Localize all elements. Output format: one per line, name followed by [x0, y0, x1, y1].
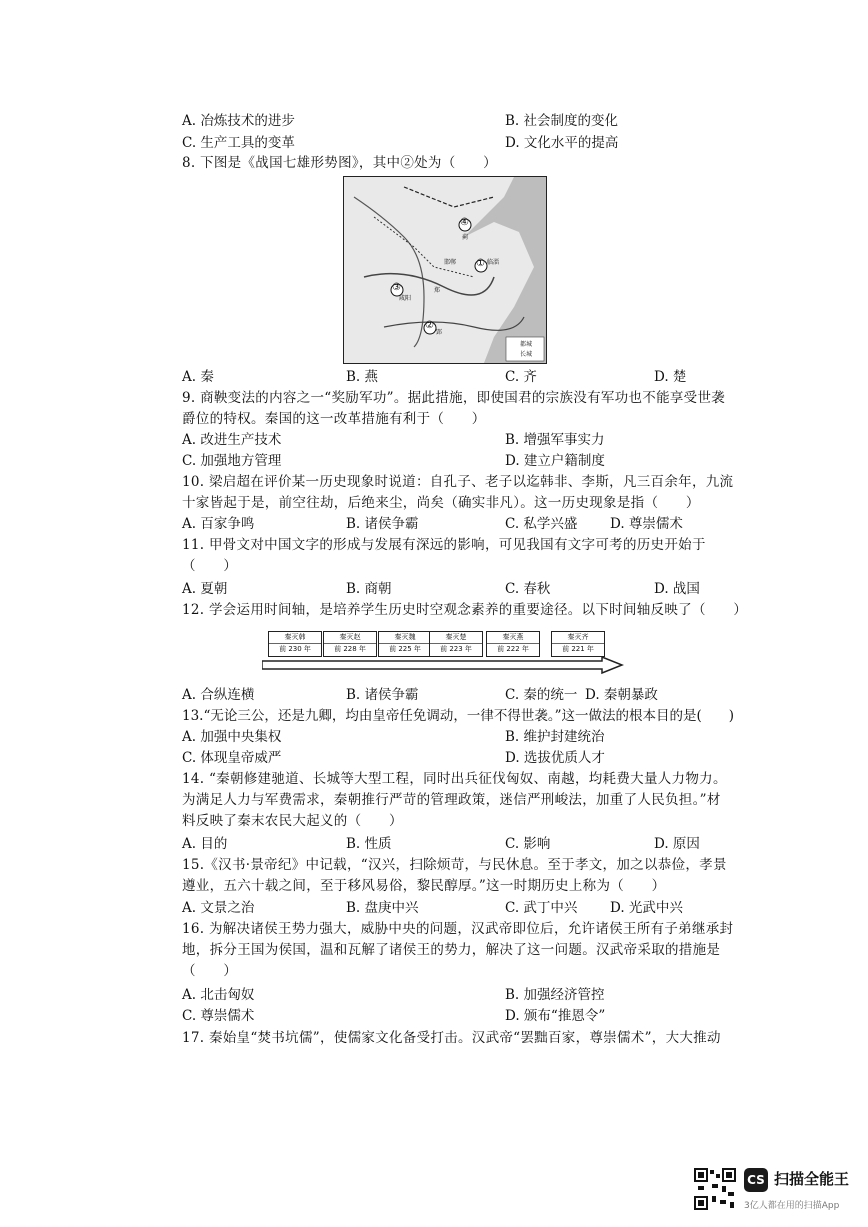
q8-option-b: B. 燕 — [346, 369, 379, 385]
q9-option-b: B. 增强军事实力 — [505, 432, 605, 448]
q10-line-2: 十家皆起于是，前空往劫，后绝来尘，尚矣（确实非凡）。这一历史现象是指（ ） — [182, 495, 700, 511]
q15-option-a: A. 文景之治 — [182, 900, 255, 916]
map-label-zheng: 郑 — [434, 287, 441, 294]
timeline-event-label: 秦灭燕 — [487, 632, 539, 644]
q14-line-2: 为满足人力与军费需求，秦朝推行严苛的管理政策，迷信严刑峻法，加重了人民负担。”材 — [182, 792, 721, 808]
q13-option-b: B. 维护封建统治 — [505, 729, 605, 745]
q13-stem: 13.“无论三公，还是九卿，均由皇帝任免调动，一律不得世袭。”这一做法的根本目的是( ) — [182, 708, 735, 724]
q14-option-c: C. 影响 — [505, 836, 551, 852]
q12-stem: 12. 学会运用时间轴，是培养学生历史时空观念素养的重要途径。以下时间轴反映了（ ） — [182, 602, 748, 618]
q8-stem: 8. 下图是《战国七雄形势图》，其中②处为（ ） — [182, 155, 497, 171]
q11-line-1: 11. 甲骨文对中国文字的形成与发展有深远的影响，可见我国有文字可考的历史开始于 — [182, 537, 706, 553]
q13-option-c: C. 体现皇帝威严 — [182, 750, 282, 766]
q12-option-c: C. 秦的统一 — [505, 687, 578, 703]
timeline — [262, 628, 624, 676]
timeline-event-6 — [551, 631, 605, 657]
timeline-event-label: 秦灭韩 — [269, 632, 321, 644]
map-label-handan: 邯郸 — [444, 259, 457, 266]
q7-option-a: A. 冶炼技术的进步 — [182, 113, 295, 129]
q9-option-c: C. 加强地方管理 — [182, 453, 282, 469]
q10-line-1: 10. 梁启超在评价某一历史现象时说道：自孔子、老子以迄韩非、李斯，凡三百余年，九流 — [182, 474, 734, 490]
map-label-ying: 郢 — [436, 329, 443, 336]
q15-option-b: B. 盘庚中兴 — [346, 900, 419, 916]
camscanner-tagline: 3亿人都在用的扫描App — [744, 1201, 840, 1211]
map-legend-capital: 都城 — [520, 341, 533, 348]
q14-line-3: 料反映了秦末农民大起义的（ ） — [182, 813, 403, 829]
q16-option-b: B. 加强经济管控 — [505, 987, 605, 1003]
camscanner-name: 扫描全能王 — [774, 1170, 850, 1188]
q16-option-d: D. 颁布“推恩令” — [505, 1008, 606, 1024]
q7-option-d: D. 文化水平的提高 — [505, 135, 619, 151]
map-label-ji: 蓟 — [462, 234, 469, 241]
q11-option-a: A. 夏朝 — [182, 581, 228, 597]
q12-option-b: B. 诸侯争霸 — [346, 687, 419, 703]
q14-line-1: 14. “秦朝修建驰道、长城等大型工程，同时出兵征伐匈奴、南越，均耗费大量人力物力。 — [182, 771, 727, 787]
q15-option-d: D. 光武中兴 — [610, 900, 683, 916]
q8-option-a: A. 秦 — [182, 369, 214, 385]
timeline-event-label: 秦灭楚 — [430, 632, 482, 644]
timeline-event-year: 前 222 年 — [497, 645, 529, 653]
q15-option-c: C. 武丁中兴 — [505, 900, 578, 916]
q13-option-d: D. 选拔优质人才 — [505, 750, 605, 766]
map-label-xianyang: 咸阳 — [399, 295, 412, 302]
q16-line-3: （ ） — [182, 963, 238, 979]
timeline-event-year: 前 225 年 — [389, 645, 421, 653]
q7-option-c: C. 生产工具的变革 — [182, 135, 295, 151]
warring-states-map — [343, 176, 547, 364]
q15-line-1: 15.《汉书·景帝纪》中记载，“汉兴，扫除烦苛，与民休息。至于孝文，加之以恭俭，孝景 — [182, 857, 727, 873]
q10-option-c: C. 私学兴盛 — [505, 516, 578, 532]
q16-option-a: A. 北击匈奴 — [182, 987, 255, 1003]
map-legend-wall: 长城 — [520, 351, 533, 358]
q11-option-b: B. 商朝 — [346, 581, 392, 597]
q16-line-1: 16. 为解决诸侯王势力强大，威胁中央的问题，汉武帝即位后，允许诸侯王所有子弟继承封 — [182, 921, 734, 937]
camscanner-logo: CS — [744, 1168, 768, 1192]
timeline-event-1 — [268, 631, 322, 657]
timeline-event-year: 前 230 年 — [279, 645, 311, 653]
q11-option-c: C. 春秋 — [505, 581, 551, 597]
timeline-event-year: 前 223 年 — [440, 645, 472, 653]
q14-option-a: A. 目的 — [182, 836, 228, 852]
map-marker-1: ① — [476, 258, 485, 269]
timeline-event-label: 秦灭赵 — [324, 632, 376, 644]
timeline-event-3 — [378, 631, 432, 657]
timeline-event-year: 前 221 年 — [562, 645, 594, 653]
qr-code-icon — [694, 1168, 736, 1210]
timeline-event-label: 秦灭齐 — [552, 632, 604, 644]
q16-option-c: C. 尊崇儒术 — [182, 1008, 255, 1024]
q9-line-2: 爵位的特权。秦国的这一改革措施有利于（ ） — [182, 411, 486, 427]
timeline-event-4 — [429, 631, 483, 657]
q14-option-b: B. 性质 — [346, 836, 392, 852]
timeline-event-label: 秦灭魏 — [379, 632, 431, 644]
q7-option-b: B. 社会制度的变化 — [505, 113, 619, 129]
q12-option-d: D. 秦朝暴政 — [585, 687, 658, 703]
q10-option-a: A. 百家争鸣 — [182, 516, 255, 532]
map-marker-4: ④ — [460, 217, 469, 228]
q12-option-a: A. 合纵连横 — [182, 687, 255, 703]
q9-option-d: D. 建立户籍制度 — [505, 453, 605, 469]
q15-line-2: 遵业，五六十载之间，至于移风易俗，黎民醇厚。”这一时期历史上称为（ ） — [182, 878, 666, 894]
q14-option-d: D. 原因 — [654, 836, 700, 852]
q11-line-2: （ ） — [182, 558, 238, 574]
q8-option-c: C. 齐 — [505, 369, 537, 385]
timeline-event-year: 前 228 年 — [334, 645, 366, 653]
q13-option-a: A. 加强中央集权 — [182, 729, 282, 745]
q16-line-2: 地，拆分王国为侯国，温和瓦解了诸侯王的势力，解决了这一问题。汉武帝采取的措施是 — [182, 942, 721, 958]
map-label-linzi: 临淄 — [487, 259, 500, 266]
q8-option-d: D. 楚 — [654, 369, 687, 385]
q10-option-b: B. 诸侯争霸 — [346, 516, 419, 532]
q10-option-d: D. 尊崇儒术 — [610, 516, 683, 532]
q17-line-1: 17. 秦始皇“焚书坑儒”，使儒家文化备受打击。汉武帝“罢黜百家，尊崇儒术”，大大推动 — [182, 1030, 721, 1046]
q9-line-1: 9. 商鞅变法的内容之一“奖励军功”。据此措施，即使国君的宗族没有军功也不能享受世袭 — [182, 390, 726, 406]
map-drawing — [344, 177, 546, 363]
timeline-event-5 — [486, 631, 540, 657]
q9-option-a: A. 改进生产技术 — [182, 432, 282, 448]
map-marker-3: ③ — [392, 282, 401, 293]
timeline-event-2 — [323, 631, 377, 657]
map-marker-2: ② — [425, 320, 434, 331]
q11-option-d: D. 战国 — [654, 581, 700, 597]
